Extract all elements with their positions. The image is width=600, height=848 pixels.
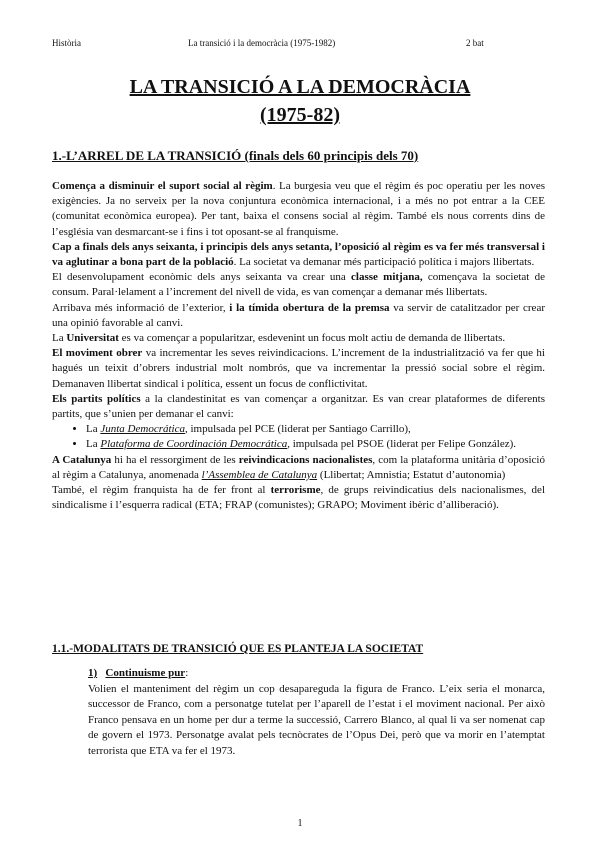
bold-text: A Catalunya [52, 453, 112, 466]
item-continuisme-text: Volien el manteniment del règim un cop desapareguda la figura de Franco. L’eix seria el monarca, successor de Franco, com a personatge tutelat per l’aparell de l’estat i el moviment nacional. Per això Franco pensava en un home per dur a terme la successió, Carrero Blanco, al qual li va ser nomenat cap de govern el 1973. Personatge avalat pels tecnòcrates de l’Opus Dei, però que va morir en l’atemptat terrorista que ETA va fer el 1973. [88, 683, 545, 757]
document-title-years: (1975-82) [260, 104, 340, 126]
bold-text: Cap a finals dels anys seixanta, i principis dels anys setanta, l’oposició al règim es va fer més transversal i va aglutinar a bona part de la població [52, 240, 545, 269]
paragraph-parties [52, 392, 545, 422]
assemblea-link: l’Assemblea de Catalunya [201, 468, 318, 481]
header-course: 2 bat [466, 38, 484, 48]
list-item-text: La [86, 423, 101, 436]
paragraph-text: La [52, 332, 67, 345]
paragraph-text: . La burgesia veu que el règim és poc operatiu per les noves exigències. Ja no serveix per la nova conjuntura econòmica internacional, i a més no pot entrar a la CEE (comunitat econòmica europea). Per tant, baixa el consens social al règim. També els nous corrents dins de l’església van desmarcant-se i fins i tot oposant-se al franquisme. [52, 180, 545, 238]
paragraph-terrorism [52, 483, 545, 513]
paragraph-text: a la clandestinitat es van començar a organitzar. Es van crear plataformes de diferents partits, que s’unien per demanar el canvi: [52, 392, 545, 421]
document-title: LA TRANSICIÓ A LA DEMOCRÀCIA [129, 76, 471, 98]
list-item-text: , impulsada pel PCE (liderat per Santiago Carrillo), [184, 423, 411, 436]
paragraph-text: començava la societat de consum. Paral·lelament a l’increment del nivell de vida, es van començar a demanar més llibertats. [52, 271, 545, 299]
item-number: 1) [88, 667, 98, 679]
paragraph-text: va incrementar les seves reivindicacions. L’increment de la industrialització va fer que hi hagués un teixit d’obrers industrial molt nombrós, que va incrementar la pressió social sobre el règim. Demanaven llibertat sindical i política, essent un focus de conflictivitat. [52, 347, 545, 390]
bold-text: Universitat [66, 332, 119, 345]
paragraph-text: També, el règim franquista ha de fer front al [52, 484, 271, 497]
bold-text: i la tímida obertura de la premsa [229, 301, 390, 314]
paragraph-text: El desenvolupament econòmic dels anys seixanta va crear una [52, 271, 352, 284]
paragraph-text: Arribava més informació de l’exterior, [52, 301, 230, 314]
header-subject: Història [52, 38, 81, 48]
paragraph-workers [52, 346, 545, 392]
paragraph-press [52, 301, 545, 331]
list-item-text: La [86, 438, 101, 451]
bold-text: reivindicacions nacionalistes [238, 453, 373, 466]
junta-democratica-link: Junta Democrática [100, 423, 185, 436]
bold-text: Els partits polítics [52, 392, 141, 405]
paragraph-opposition [52, 240, 545, 270]
paragraph-text: , de grups reivindicatius dels nacionalismes, del sindicalisme i l’esquerra radical (ETA; FRAP (comunistes); GRAPO; Moviment ibèric d’alliberació). [52, 484, 545, 512]
bold-text: El moviment obrer [52, 347, 143, 360]
paragraph-university [52, 331, 545, 346]
item-colon: : [185, 667, 189, 679]
paragraph-text: . La societat va demanar més participació política i majors llibertats. [233, 256, 535, 269]
list-item-text: , impulsada pel PSOE (liderat per Felipe González). [287, 438, 517, 451]
list-item [86, 437, 545, 452]
paragraph-text: , com la plataforma unitària d’oposició al règim a Catalunya, anomenada [52, 453, 545, 481]
section-1-1-heading: 1.1.-MODALITATS DE TRANSICIÓ QUE ES PLANTEJA LA SOCIETAT [52, 643, 424, 655]
paragraph-social-support [52, 179, 545, 240]
paragraph-text: hi ha el ressorgiment de les [111, 453, 239, 466]
paragraph-text: es va començar a popularitzar, esdevenint un focus molt actiu de demanda de llibertats. [118, 332, 506, 345]
header-topic: La transició i la democràcia (1975-1982) [188, 38, 336, 48]
item-continuisme-heading [88, 667, 188, 679]
bold-text: terrorisme [270, 484, 321, 497]
item-label: Continuisme pur [105, 667, 186, 679]
list-item [86, 422, 545, 437]
paragraph-middle-class [52, 270, 545, 300]
paragraph-catalonia [52, 453, 545, 483]
platforms-list [52, 422, 545, 452]
bold-text: Comença a disminuir el suport social al règim [52, 180, 273, 192]
bold-text: classe mitjana, [351, 271, 423, 284]
plataforma-link: Plataforma de Coordinación Democrática [100, 438, 288, 451]
paragraph-text: (Llibertat; Amnistia; Estatut d’autonomia) [317, 468, 506, 481]
section-1-heading: 1.-L’ARREL DE LA TRANSICIÓ (finals dels 60 principis dels 70) [52, 148, 419, 163]
section-1-body [52, 179, 545, 513]
page-number: 1 [297, 818, 303, 829]
paragraph-text: va servir de catalitzador per crear una opinió favorable al canvi. [52, 301, 545, 329]
